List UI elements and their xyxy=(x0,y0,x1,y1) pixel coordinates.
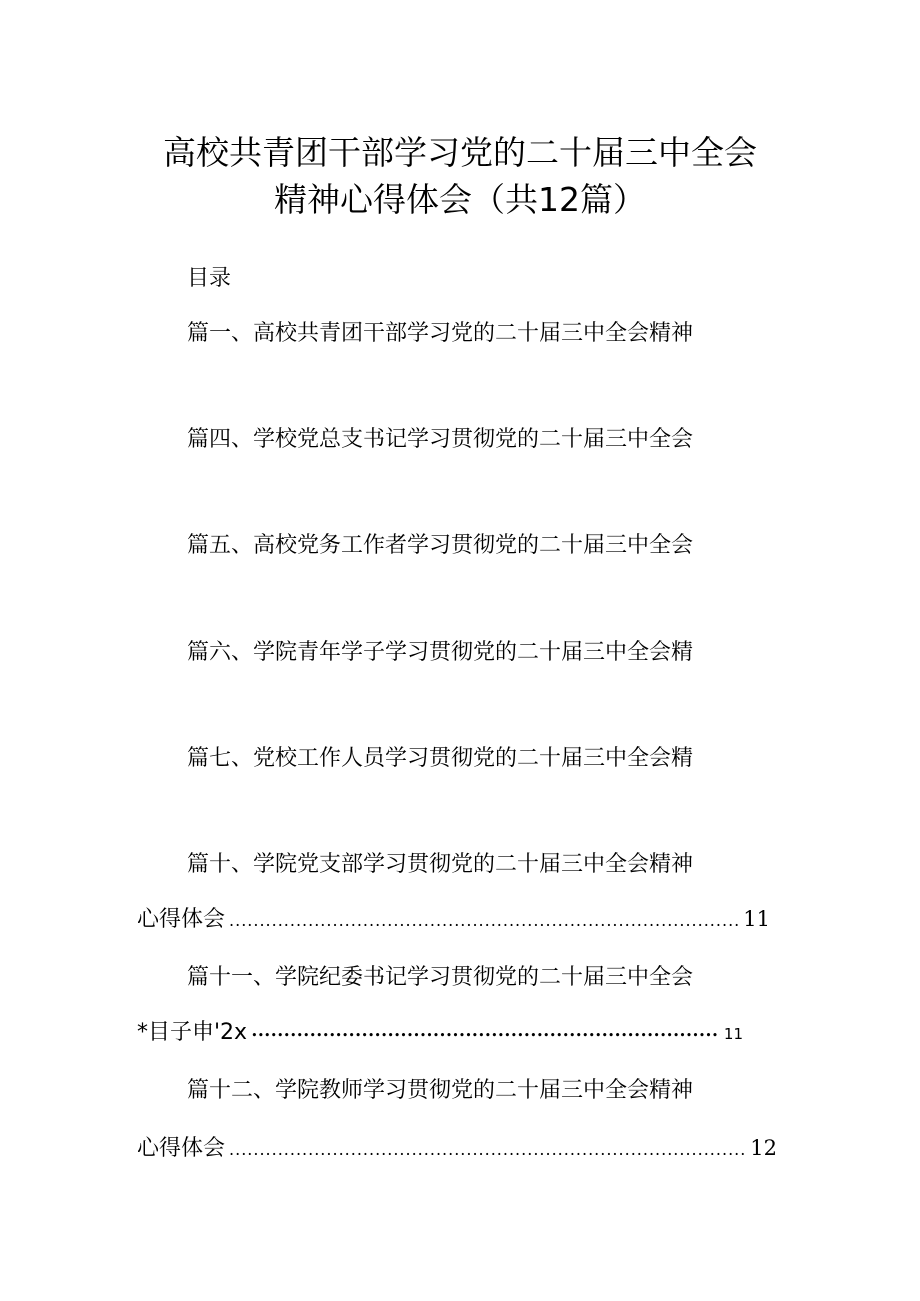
toc-entry-6-continuation[interactable] xyxy=(137,904,770,936)
toc-entry-7-continuation[interactable] xyxy=(137,1018,743,1051)
document-title-line-2: 精神心得体会（共12篇） xyxy=(274,180,646,219)
toc-entry-8-text: 心得体会 xyxy=(137,1136,226,1161)
toc-entry-7-page-number: 11 xyxy=(723,1025,743,1043)
toc-entry-6-page-number: 11 xyxy=(743,907,770,931)
document-title-line-1: 高校共青团干部学习党的二十届三中全会 xyxy=(163,133,757,172)
toc-entry-7[interactable]: 篇十一、学院纪委书记学习贯彻党的二十届三中全会 xyxy=(187,965,694,990)
toc-entry-8-continuation[interactable] xyxy=(137,1133,777,1165)
toc-entry-4[interactable]: 篇六、学院青年学子学习贯彻党的二十届三中全会精 xyxy=(187,640,694,665)
toc-entry-6[interactable]: 篇十、学院党支部学习贯彻党的二十届三中全会精神 xyxy=(187,852,694,877)
toc-heading: 目录 xyxy=(187,266,232,291)
toc-entry-1[interactable]: 篇一、高校共青团干部学习党的二十届三中全会精神 xyxy=(187,321,694,346)
toc-entry-6-text: 心得体会 xyxy=(137,907,226,932)
toc-entry-8-page-number: 12 xyxy=(750,1136,777,1160)
toc-entry-8[interactable]: 篇十二、学院教师学习贯彻党的二十届三中全会精神 xyxy=(187,1078,694,1103)
toc-entry-5[interactable]: 篇七、党校工作人员学习贯彻党的二十届三中全会精 xyxy=(187,746,694,771)
dot-leader xyxy=(229,1135,746,1165)
dot-leader xyxy=(251,1019,720,1051)
toc-entry-3[interactable]: 篇五、高校党务工作者学习贯彻党的二十届三中全会 xyxy=(187,533,694,558)
toc-entry-2[interactable]: 篇四、学校党总支书记学习贯彻党的二十届三中全会 xyxy=(187,427,694,452)
dot-leader xyxy=(229,906,739,936)
toc-entry-7-text: *目子申'2x xyxy=(137,1020,248,1045)
